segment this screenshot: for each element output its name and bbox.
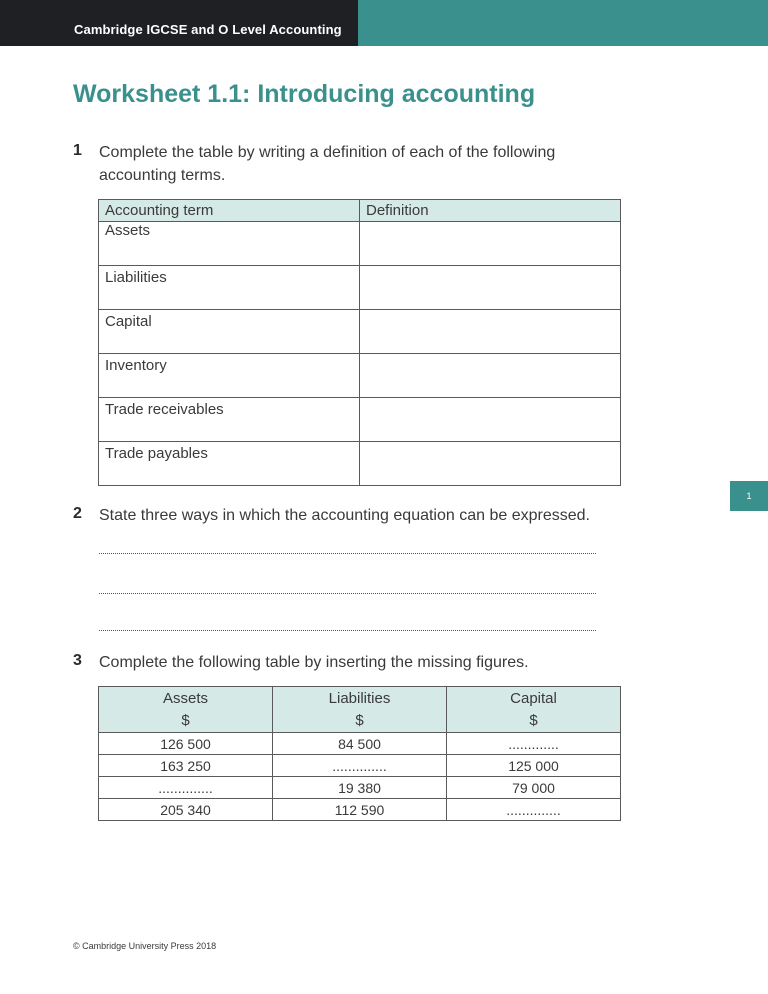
header-name: Liabilities	[328, 690, 391, 707]
definition-cell[interactable]	[360, 222, 621, 266]
question-3-text: Complete the following table by inserting the missing figures.	[99, 654, 529, 671]
header-name: Capital	[510, 690, 557, 707]
header-unit: $	[355, 712, 364, 729]
term-cell: Inventory	[99, 354, 360, 398]
term-cell: Capital	[99, 310, 360, 354]
liabilities-cell[interactable]: ..............	[273, 755, 447, 777]
liabilities-cell: 19 380	[273, 777, 447, 799]
definition-cell[interactable]	[360, 442, 621, 486]
table-row	[99, 777, 621, 799]
term-cell: Trade payables	[99, 442, 360, 486]
assets-cell: 163 250	[99, 755, 273, 777]
term-cell: Trade receivables	[99, 398, 360, 442]
worksheet-title: Worksheet 1.1: Introducing accounting	[73, 80, 536, 108]
term-cell: Liabilities	[99, 266, 360, 310]
book-title: Cambridge IGCSE and O Level Accounting	[74, 22, 342, 37]
table-row	[99, 310, 621, 354]
question-1-number: 1	[73, 142, 82, 159]
table-row	[99, 799, 621, 821]
copyright-footer: © Cambridge University Press 2018	[73, 941, 217, 951]
capital-cell[interactable]: .............	[447, 733, 621, 755]
question-2-number: 2	[73, 505, 82, 522]
capital-cell: 125 000	[447, 755, 621, 777]
header-unit: $	[529, 712, 538, 729]
column-header-capital	[447, 687, 621, 733]
definition-cell[interactable]	[360, 354, 621, 398]
table-row	[99, 222, 621, 266]
definition-cell[interactable]	[360, 398, 621, 442]
assets-cell[interactable]: ..............	[99, 777, 273, 799]
table-header-row	[99, 200, 621, 222]
table-header-row	[99, 687, 621, 733]
column-header-definition: Definition	[360, 200, 621, 222]
header-unit: $	[181, 712, 190, 729]
table-row	[99, 442, 621, 486]
assets-cell: 205 340	[99, 799, 273, 821]
answer-line-2[interactable]	[99, 593, 596, 594]
question-3-number: 3	[73, 652, 82, 669]
page-number-tab: 1	[730, 481, 768, 511]
missing-figures-table	[98, 686, 621, 821]
question-1-text: Complete the table by writing a definition of each of the following accounting terms.	[99, 144, 556, 184]
header-name: Assets	[162, 690, 208, 707]
table-row	[99, 354, 621, 398]
capital-cell: 79 000	[447, 777, 621, 799]
capital-cell[interactable]: ..............	[447, 799, 621, 821]
table-row	[99, 398, 621, 442]
header-accent-bar	[358, 0, 768, 46]
answer-line-1[interactable]	[99, 553, 596, 554]
definition-cell[interactable]	[360, 310, 621, 354]
assets-cell: 126 500	[99, 733, 273, 755]
term-cell: Assets	[99, 222, 360, 266]
table-row	[99, 266, 621, 310]
table-row	[99, 755, 621, 777]
liabilities-cell: 112 590	[273, 799, 447, 821]
answer-line-3[interactable]	[99, 630, 596, 631]
definition-cell[interactable]	[360, 266, 621, 310]
liabilities-cell: 84 500	[273, 733, 447, 755]
column-header-term: Accounting term	[99, 200, 360, 222]
column-header-assets	[99, 687, 273, 733]
table-row	[99, 733, 621, 755]
definitions-table	[98, 199, 621, 486]
column-header-liabilities	[273, 687, 447, 733]
question-2-text: State three ways in which the accounting equation can be expressed.	[99, 507, 590, 524]
